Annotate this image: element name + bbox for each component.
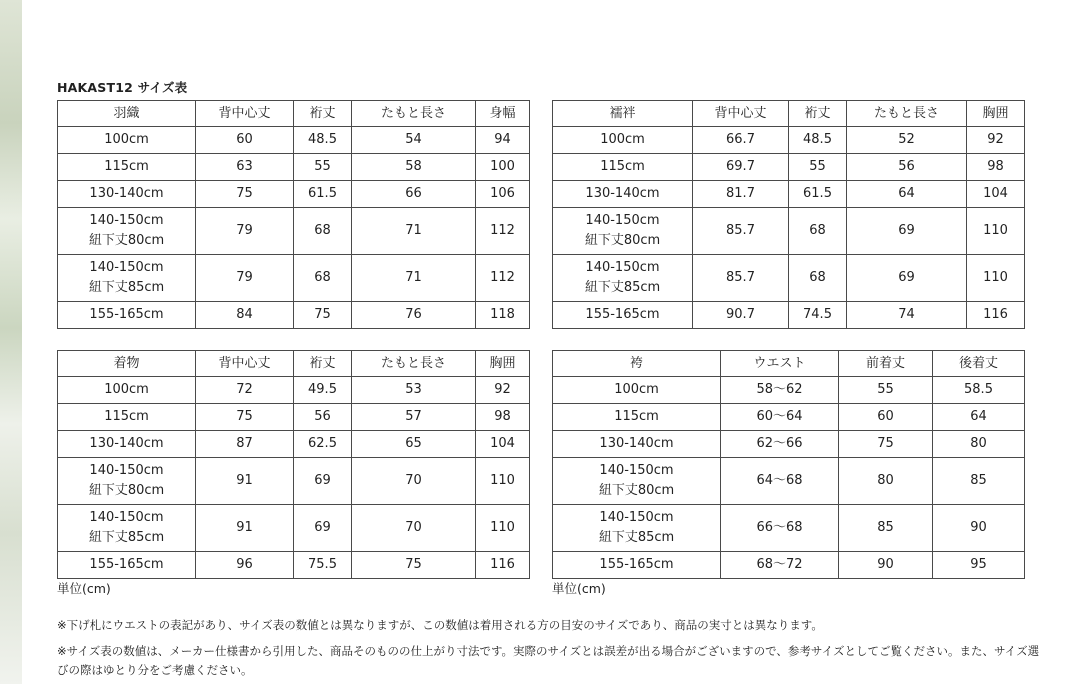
table-row [553,377,1025,404]
column-header: 身幅 [476,101,530,127]
column-header: 襦袢 [553,101,693,127]
unit-label-right: 単位(cm) [552,581,606,596]
value-cell: 98 [476,404,530,431]
value-cell: 69 [847,255,967,302]
column-header: たもと長さ [847,101,967,127]
size-cell [58,255,196,302]
table-row [58,208,530,255]
size-cell: 155-165cm [553,302,693,329]
value-cell: 62.5 [294,431,352,458]
column-header: 前着丈 [839,351,933,377]
value-cell: 60〜64 [721,404,839,431]
value-cell: 92 [967,127,1025,154]
size-cell: 100cm [553,377,721,404]
size-cell [58,458,196,505]
size-label-line: 紐下丈80cm [88,483,165,498]
column-header: 羽織 [58,101,196,127]
value-cell: 69 [294,458,352,505]
size-label-line: 140-150cm [89,260,164,275]
value-cell: 112 [476,208,530,255]
size-cell: 130-140cm [553,181,693,208]
value-cell: 66〜68 [721,505,839,552]
size-label-line: 140-150cm [89,463,164,478]
value-cell: 60 [839,404,933,431]
size-cell [553,458,721,505]
value-cell: 57 [352,404,476,431]
value-cell: 66.7 [693,127,789,154]
size-table-haori [57,100,530,329]
value-cell: 52 [847,127,967,154]
value-cell: 75 [352,552,476,579]
value-cell: 90 [839,552,933,579]
note-measurements: ※サイズ表の数値は、メーカー仕様書から引用した、商品そのものの仕上がり寸法です。実際のサイズとは誤差が出る場合がございますので、参考サイズとしてご覧ください。また、サイズ選びの際はゆとり分をご考慮ください。 [57,644,1040,677]
value-cell: 84 [196,302,294,329]
header-row [553,101,1025,127]
value-cell: 104 [476,431,530,458]
table-row [58,404,530,431]
value-cell: 56 [847,154,967,181]
table-row [553,505,1025,552]
table-row [58,458,530,505]
background-photo-strip [0,0,22,684]
table-row [58,431,530,458]
table-row [553,255,1025,302]
value-cell: 48.5 [789,127,847,154]
value-cell: 112 [476,255,530,302]
size-label-line: 140-150cm [89,510,164,525]
size-label-line: 140-150cm [89,213,164,228]
table-row [553,181,1025,208]
value-cell: 71 [352,255,476,302]
unit-label-left: 単位(cm) [57,581,111,596]
value-cell: 81.7 [693,181,789,208]
size-label-line: 紐下丈85cm [584,280,661,295]
header-row [58,101,530,127]
table-row [58,552,530,579]
table-row [58,377,530,404]
value-cell: 61.5 [789,181,847,208]
value-cell: 75.5 [294,552,352,579]
value-cell: 69 [847,208,967,255]
value-cell: 58〜62 [721,377,839,404]
value-cell: 96 [196,552,294,579]
value-cell: 68 [294,255,352,302]
size-cell: 130-140cm [553,431,721,458]
size-cell: 130-140cm [58,431,196,458]
value-cell: 74.5 [789,302,847,329]
size-cell [553,208,693,255]
value-cell: 80 [933,431,1025,458]
value-cell: 74 [847,302,967,329]
value-cell: 69.7 [693,154,789,181]
table-row [553,458,1025,505]
table-row [58,505,530,552]
value-cell: 68〜72 [721,552,839,579]
note-waist: ※下げ札にウエストの表記があり、サイズ表の数値とは異なりますが、この数値は着用される方の目安のサイズであり、商品の実寸とは異なります。 [57,618,823,632]
size-cell: 115cm [58,154,196,181]
size-label-line: 紐下丈85cm [88,530,165,545]
table-row [553,552,1025,579]
column-header: 裄丈 [789,101,847,127]
column-header: 胸囲 [476,351,530,377]
value-cell: 110 [967,255,1025,302]
value-cell: 85.7 [693,208,789,255]
size-label-line: 140-150cm [599,510,674,525]
column-header: 袴 [553,351,721,377]
value-cell: 94 [476,127,530,154]
table-row [553,431,1025,458]
value-cell: 55 [789,154,847,181]
size-cell [553,255,693,302]
value-cell: 87 [196,431,294,458]
value-cell: 75 [196,181,294,208]
value-cell: 110 [476,458,530,505]
value-cell: 61.5 [294,181,352,208]
value-cell: 90.7 [693,302,789,329]
value-cell: 79 [196,255,294,302]
column-header: 胸囲 [967,101,1025,127]
value-cell: 68 [789,255,847,302]
column-header: 後着丈 [933,351,1025,377]
value-cell: 68 [789,208,847,255]
value-cell: 64 [847,181,967,208]
value-cell: 92 [476,377,530,404]
value-cell: 53 [352,377,476,404]
value-cell: 91 [196,505,294,552]
size-label-line: 紐下丈80cm [88,233,165,248]
value-cell: 98 [967,154,1025,181]
value-cell: 91 [196,458,294,505]
size-cell: 100cm [553,127,693,154]
value-cell: 85 [839,505,933,552]
table-row [553,404,1025,431]
size-cell: 130-140cm [58,181,196,208]
table-row [553,127,1025,154]
value-cell: 90 [933,505,1025,552]
value-cell: 95 [933,552,1025,579]
size-label-line: 紐下丈85cm [598,530,675,545]
column-header: たもと長さ [352,351,476,377]
header-row [553,351,1025,377]
table-row [553,302,1025,329]
column-header: 背中心丈 [196,351,294,377]
value-cell: 70 [352,505,476,552]
size-label-line: 紐下丈80cm [584,233,661,248]
column-header: 着物 [58,351,196,377]
size-cell [58,505,196,552]
size-cell: 155-165cm [58,302,196,329]
page-title: HAKAST12 サイズ表 [57,80,188,95]
size-cell: 115cm [553,404,721,431]
size-label-line: 140-150cm [585,260,660,275]
size-cell: 155-165cm [553,552,721,579]
table-row [58,127,530,154]
size-label-line: 紐下丈80cm [598,483,675,498]
value-cell: 64〜68 [721,458,839,505]
table-row [553,154,1025,181]
value-cell: 80 [839,458,933,505]
value-cell: 116 [476,552,530,579]
table-row [553,208,1025,255]
column-header: 背中心丈 [196,101,294,127]
value-cell: 65 [352,431,476,458]
size-cell: 115cm [553,154,693,181]
value-cell: 60 [196,127,294,154]
value-cell: 55 [294,154,352,181]
size-cell: 155-165cm [58,552,196,579]
value-cell: 72 [196,377,294,404]
value-cell: 106 [476,181,530,208]
value-cell: 48.5 [294,127,352,154]
value-cell: 58 [352,154,476,181]
value-cell: 110 [476,505,530,552]
table-row [58,255,530,302]
size-table-juban [552,100,1025,329]
size-table-hakama [552,350,1025,579]
value-cell: 100 [476,154,530,181]
value-cell: 79 [196,208,294,255]
value-cell: 55 [839,377,933,404]
value-cell: 64 [933,404,1025,431]
size-label-line: 紐下丈85cm [88,280,165,295]
size-table-kimono [57,350,530,579]
value-cell: 104 [967,181,1025,208]
value-cell: 54 [352,127,476,154]
size-cell: 100cm [58,127,196,154]
value-cell: 75 [196,404,294,431]
table-row [58,302,530,329]
column-header: たもと長さ [352,101,476,127]
value-cell: 75 [839,431,933,458]
value-cell: 118 [476,302,530,329]
value-cell: 63 [196,154,294,181]
table-row [58,154,530,181]
column-header: 裄丈 [294,351,352,377]
column-header: 背中心丈 [693,101,789,127]
column-header: ウエスト [721,351,839,377]
size-cell: 115cm [58,404,196,431]
value-cell: 75 [294,302,352,329]
value-cell: 76 [352,302,476,329]
value-cell: 70 [352,458,476,505]
table-row [58,181,530,208]
size-cell: 100cm [58,377,196,404]
column-header: 裄丈 [294,101,352,127]
value-cell: 56 [294,404,352,431]
size-label-line: 140-150cm [599,463,674,478]
value-cell: 71 [352,208,476,255]
value-cell: 110 [967,208,1025,255]
value-cell: 85 [933,458,1025,505]
value-cell: 69 [294,505,352,552]
value-cell: 58.5 [933,377,1025,404]
size-label-line: 140-150cm [585,213,660,228]
size-cell [58,208,196,255]
value-cell: 49.5 [294,377,352,404]
value-cell: 62〜66 [721,431,839,458]
value-cell: 116 [967,302,1025,329]
value-cell: 66 [352,181,476,208]
header-row [58,351,530,377]
value-cell: 68 [294,208,352,255]
size-cell [553,505,721,552]
value-cell: 85.7 [693,255,789,302]
